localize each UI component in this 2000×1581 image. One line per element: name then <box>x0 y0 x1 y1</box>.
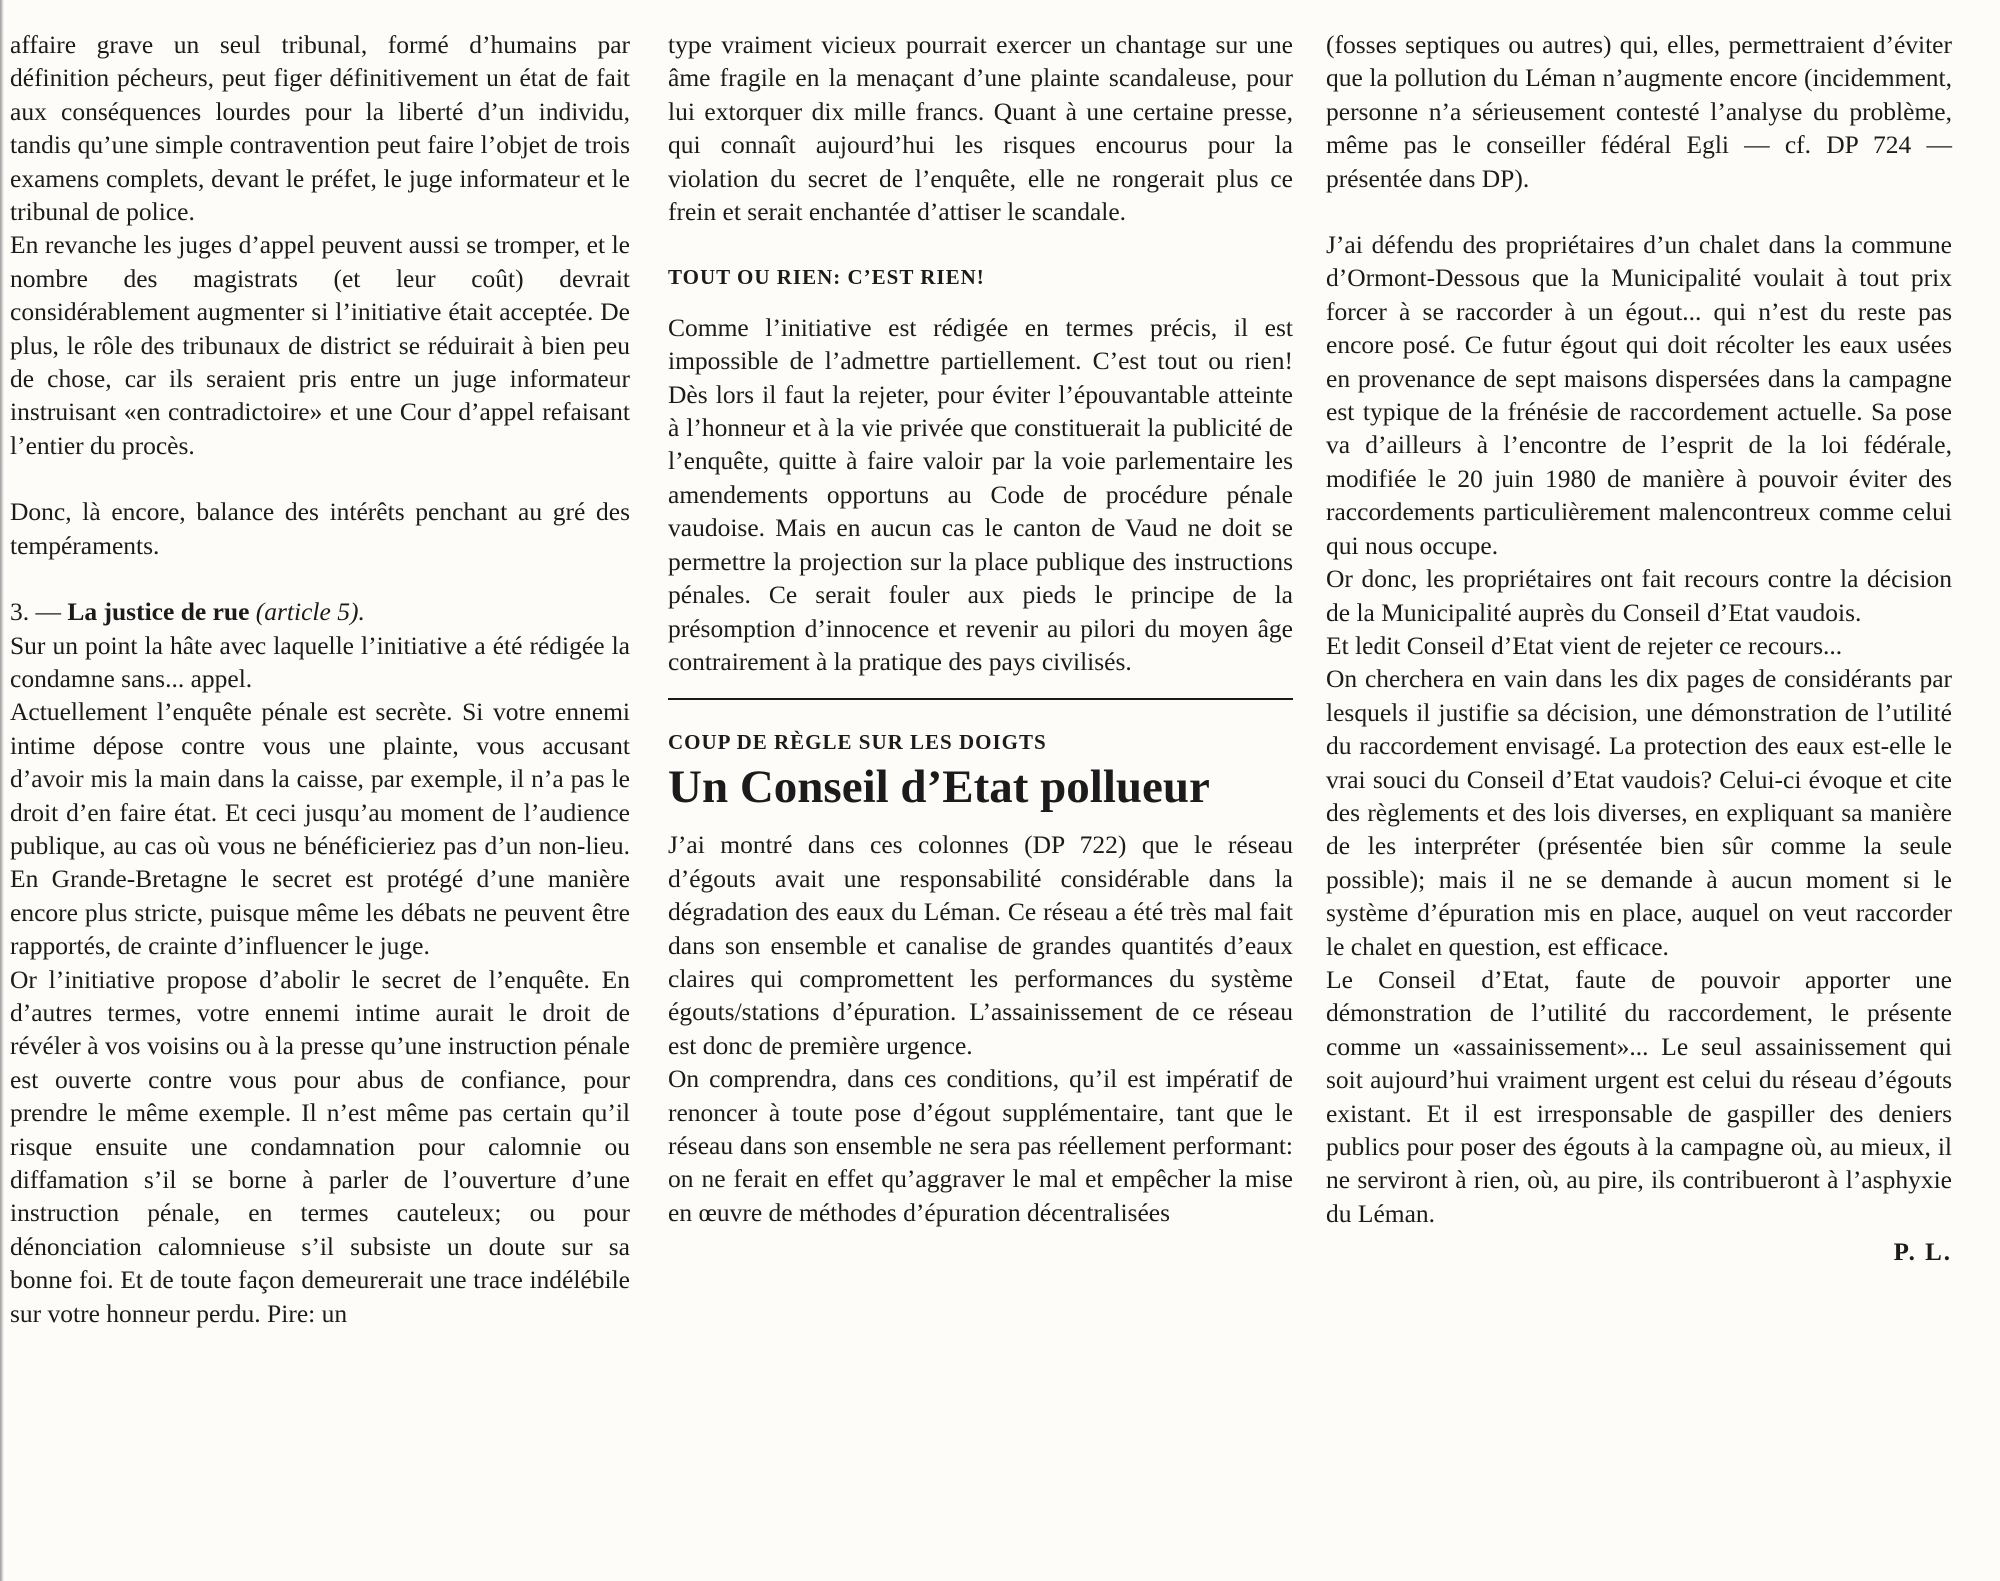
article-headline: Un Conseil d’Etat pollueur <box>668 761 1210 814</box>
paragraph: (fosses septiques ou autres) qui, elles, permettraient d’éviter que la pollution du Léman n’augmente encore (incidemment, personne n’a sérieusement contesté l’analyse du problème, même pas le conseiller fédéral Egli — cf. DP 724 — présentée dans DP). <box>1326 30 1952 193</box>
paragraph: J’ai défendu des propriétaires d’un chalet dans la commune d’Ormont-Dessous que la Municipalité voulait à tout prix forcer à se raccorder à un égout... qui n’est du reste pas encore posé. Ce futur égout qui doit récolter les eaux usées en provenance de sept maisons dispersées dans la campagne est typique de la frénésie de raccordement actuelle. Sa pose va d’ailleurs à l’encontre de l’esprit de la loi fédérale, modifiée le 20 juin 1980 de manière à pouvoir éviter des raccordements particulièrement malencontreux comme celui qui nous occupe. <box>1326 230 1952 560</box>
paragraph: Sur un point la hâte avec laquelle l’initiative a été rédigée la condamne sans... appel. <box>10 630 630 693</box>
paragraph: On comprendra, dans ces conditions, qu’il est impératif de renoncer à toute pose d’égout supplémentaire, tant que le réseau dans son ensemble ne sera pas réellement performant: on ne ferait en effet qu’aggraver le mal et empêcher la mise en œuvre de méthodes d’épuration décentralisées <box>668 1064 1293 1227</box>
section-title: La justice de rue <box>67 597 250 627</box>
paragraph: En revanche les juges d’appel peuvent aussi se tromper, et le nombre des magistrats (et leur coût) devrait considérablement augmenter si l’initiative était acceptée. De plus, le rôle des tribunaux de district se réduirait à bien peu de chose, car ils seraient pris entre un juge informateur instruisant «en contradictoire» et une Cour d’appel refaisant l’entier du procès. <box>10 230 630 460</box>
section-reference: (article 5). <box>255 597 365 627</box>
paragraph: Donc, là encore, balance des intérêts penchant au gré des tempéraments. <box>10 497 630 560</box>
paragraph-gap <box>1326 195 1952 228</box>
paragraph-gap <box>668 228 1293 261</box>
author-signature: P. L. <box>1893 1239 1952 1267</box>
column-1 <box>10 28 630 1330</box>
paragraph-gap <box>668 295 1293 311</box>
paragraph: Et ledit Conseil d’Etat vient de rejeter ce recours... <box>1326 630 1843 660</box>
paragraph: Le Conseil d’Etat, faute de pouvoir apporter une démonstration de l’utilité du raccordement, le présente comme un «assainissement»... Le seul assainissement qui soit aujourd’hui vraiment urgent est celui du réseau d’égouts existant. Et il est irresponsable de gaspiller des deniers publics pour poser des égouts à la campagne où, au mieux, il ne serviront à rien, où, au pire, ils contribueront à l’asphyxie du Léman. <box>1326 964 1952 1228</box>
paragraph: Actuellement l’enquête pénale est secrète. Si votre ennemi intime dépose contre vous une plainte, vous accusant d’avoir mis la main dans la caisse, par exemple, il n’a pas le droit d’en faire état. Et ceci jusqu’au moment de l’audience publique, au cas où vous ne bénéficieriez pas d’un non-lieu. En Grande-Bretagne le secret est protégé d’une manière encore plus stricte, puisque même les débats ne peuvent être rapportés, de crainte d’influencer le juge. <box>10 697 630 961</box>
paragraph-gap <box>10 562 630 595</box>
paragraph: Comme l’initiative est rédigée en termes précis, il est impossible de l’admettre partiellement. C’est tout ou rien! Dès lors il faut la rejeter, pour éviter l’épouvantable atteinte à l’honneur et à la vie privée que constituerait la publicité de l’enquête, quitte à faire valoir par la voie parlementaire les amendements opportuns au Code de procédure pénale vaudoise. Mais en aucun cas le canton de Vaud ne doit se permettre la projection sur la place publique des instructions pénales. Ce serait fouler aux pieds le principe de la présomption d’innocence et revenir au pilori du moyen âge contrairement à la pratique des pays civilisés. <box>668 312 1293 676</box>
paragraph: affaire grave un seul tribunal, formé d’humains par définition pécheurs, peut figer définitivement un état de fait aux conséquences lourdes pour la liberté d’un individu, tandis qu’une simple contravention peut faire l’objet de trois examens complets, devant le préfet, le juge informateur et le tribunal de police. <box>10 30 630 227</box>
section-heading <box>10 595 630 628</box>
article-kicker: COUP DE RÈGLE SUR LES DOIGTS <box>668 730 1047 755</box>
paragraph: On cherchera en vain dans les dix pages de considérants par lesquels il justifie sa décision, une démonstration de l’utilité du raccordement envisagé. La protection des eaux est-elle le vrai souci du Conseil d’Etat vaudois? Celui-ci évoque et cite des règlements et des lois diverses, en expliquant sa manière de les interpréter (présentée bien sûr comme la seule possible); mais il ne se demande à aucun moment si le système d’épuration mis en place, auquel on veut raccorder le chalet en question, est efficace. <box>1326 664 1952 961</box>
paragraph: Or donc, les propriétaires ont fait recours contre la décision de la Municipalité auprès du Conseil d’Etat vaudois. <box>1326 564 1952 627</box>
paragraph: Or l’initiative propose d’abolir le secret de l’enquête. En d’autres termes, votre ennemi intime aurait le droit de révéler à vos voisins ou à la presse qu’une instruction pénale est ouverte contre vous pour abus de confiance, pour prendre le même exemple. Il n’est même pas certain qu’il risque ensuite une condamnation pour calomnie ou diffamation s’il se borne à parler de l’ouverture d’une instruction pénale, en termes cauteleux; ou pour dénonciation calomnieuse s’il subsiste un doute sur sa bonne foi. Et de toute façon demeurerait une trace indélébile sur votre honneur perdu. Pire: un <box>10 964 630 1328</box>
section-number: 3. — <box>10 597 61 627</box>
column-3 <box>1326 28 1952 1269</box>
column-2 <box>668 28 1293 1229</box>
paragraph: type vraiment vicieux pourrait exercer un chantage sur une âme fragile en la menaçant d’une plainte scandaleuse, pour lui extorquer dix mille francs. Quant à une certaine presse, qui connaît aujourd’hui les risques encourus pour la violation du secret de l’enquête, elle ne rongerait plus ce frein et serait enchantée d’attiser le scandale. <box>668 30 1293 227</box>
paragraph: J’ai montré dans ces colonnes (DP 722) que le réseau d’égouts avait une responsabilité considérable dans la dégradation des eaux du Léman. Ce réseau a été très mal fait dans son ensemble et canalise de grandes quantités d’eaux claires qui compromettent les performances du système égouts/stations d’épuration. L’assainissement de ce réseau est donc de première urgence. <box>668 830 1293 1060</box>
page-edge-shadow <box>0 0 4 1581</box>
paragraph-gap <box>10 462 630 495</box>
divider-rule <box>668 698 1293 700</box>
subheading: TOUT OU RIEN: C’EST RIEN! <box>668 265 985 290</box>
